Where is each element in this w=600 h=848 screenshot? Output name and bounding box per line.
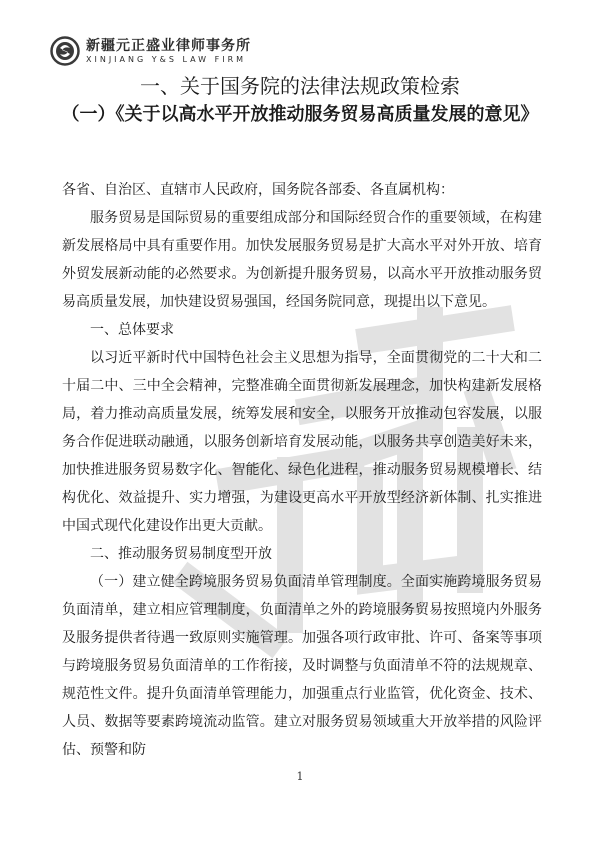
letterhead	[50, 34, 251, 68]
firm-name	[86, 38, 251, 65]
paragraph-general-requirements: 以习近平新时代中国特色社会主义思想为指导，全面贯彻党的二十大和二十届二中、三中全会精神，完整准确全面贯彻新发展理念，加快构建新发展格局，着力推动高质量发展，统筹发展和安全，以服务开放推动包容发展，以服务合作促进联动融通，以服务创新培育发展动能，以服务共享创造美好未来，加快推进服务贸易数字化、智能化、绿色化进程，推动服务贸易规模增长、结构优化、效益提升、实力增强，为建设更高水平开放型经济新体制、扎实推进中国式现代化建设作出更大贡献。	[62, 350, 542, 534]
document-body	[62, 176, 542, 764]
page-number: 1	[296, 770, 304, 783]
paragraph-negative-list: （一）建立健全跨境服务贸易负面清单管理制度。全面实施跨境服务贸易负面清单，建立相应管理制度，负面清单之外的跨境服务贸易按照境内外服务及服务提供者待遇一致原则实施管理。加强各项行政审批、许可、备案等事项与跨境服务贸易负面清单的工作衔接，及时调整与负面清单不符的法规规章、规范性文件。提升负面清单管理能力，加强重点行业监管，优化资金、技术、人员、数据等要素跨境流动监管。建立对服务贸易领域重大开放举措的风险评估、预警和防	[62, 574, 542, 758]
document-title: （一）《关于以高水平开放推动服务贸易高质量发展的意见》	[61, 104, 539, 125]
firm-logo-icon	[50, 36, 80, 66]
firm-name-cn: 新疆元正盛业律师事务所	[86, 37, 251, 54]
section-title: 一、关于国务院的法律法规政策检索	[140, 74, 460, 98]
paragraph-intro: 服务贸易是国际贸易的重要组成部分和国际经贸合作的重要领域，在构建新发展格局中具有重要作用。加快发展服务贸易是扩大高水平对外开放、培育外贸发展新动能的必然要求。为创新提升服务贸易，以高水平开放推动服务贸易高质量发展，加快建设贸易强国，经国务院同意，现提出以下意见。	[62, 210, 542, 310]
firm-name-en: XINJIANG Y&S LAW FIRM	[86, 54, 247, 64]
salutation: 各省、自治区、直辖市人民政府，国务院各部委、各直属机构：	[62, 182, 454, 198]
section-heading-institutional-opening: 二、推动服务贸易制度型开放	[90, 546, 272, 562]
section-heading-general: 一、总体要求	[90, 322, 174, 338]
